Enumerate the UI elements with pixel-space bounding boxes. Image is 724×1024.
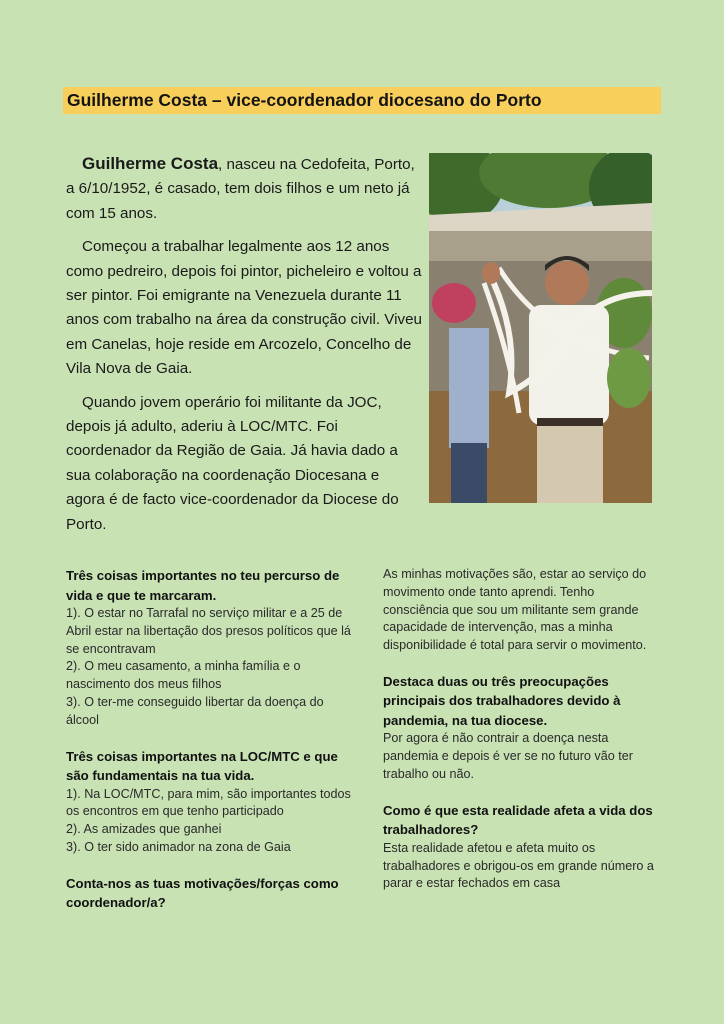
intro-paragraph-1 (66, 152, 422, 226)
intro-paragraph-3: Quando jovem operário foi militante da JOC, depois já adulto, aderiu à LOC/MTC. Foi coordenador da Região de Gaia. Já havia dado a sua colaboração na coordenação Diocesana e agora é de facto vice-coordenador da Diocese do Porto. (66, 393, 399, 533)
intro-paragraph-1-text: , nasceu na Cedofeita, Porto, a 6/10/1952, é casado, tem dois filhos e um neto já com 15 anos. (66, 156, 415, 222)
question-4: Destaca duas ou três preocupações principais dos trabalhadores devido à pandemia, na tua diocese. (383, 673, 621, 728)
portrait-photo (429, 153, 652, 503)
person-name: Guilherme Costa (82, 154, 219, 173)
question-1: Três coisas importantes no teu percurso de vida e que te marcaram. (66, 568, 340, 603)
answer-2-item-1: 1). Na LOC/MTC, para mim, são importantes todos os encontros em que tenho participado (66, 786, 351, 819)
answer-3: As minhas motivações são, estar ao serviço do movimento onde tanto aprendi. Tenho consciência que sou um militante sem grande capacidade de intervenção, mas a minha disponibilidade é total para servir o movimento. (383, 567, 647, 653)
question-2: Três coisas importantes na LOC/MTC e que são fundamentais na tua vida. (66, 748, 338, 784)
page-title: Guilherme Costa – vice-coordenador diocesano do Porto (63, 87, 661, 114)
answer-1-item-2: 2). O meu casamento, a minha família e o nascimento dos meus filhos (66, 659, 301, 692)
answer-1-item-1: 1). O estar no Tarrafal no serviço militar e a 25 de Abril estar na libertação dos presos políticos que lá se encontravam (66, 606, 351, 656)
right-column (383, 566, 661, 893)
answer-2-item-2: 2). As amizades que ganhei (66, 822, 222, 837)
intro-paragraph-2: Começou a trabalhar legalmente aos 12 anos como pedreiro, depois foi pintor, picheleiro e voltou a ser pintor. Foi emigrante na Venezuela durante 11 anos com trabalho na área da construção civil. Viveu em Canelas, hoje reside em Arcozelo, Concelho de Vila Nova de Gaia. (66, 238, 422, 378)
intro-text (66, 152, 422, 546)
question-5: Como é que esta realidade afeta a vida dos trabalhadores? (383, 802, 653, 838)
answer-4: Por agora é não contrair a doença nesta pandemia e depois é ver se no futuro vão ter trabalho ou não. (383, 731, 633, 782)
answer-2-item-3: 3). O ter sido animador na zona de Gaia (66, 839, 291, 854)
answer-1-item-3: 3). O ter-me conseguido libertar da doença do álcool (66, 694, 324, 727)
question-3: Conta-nos as tuas motivações/forças como coordenador/a? (66, 875, 339, 911)
answer-5: Esta realidade afetou e afeta muito os trabalhadores e obrigou-os em grande número a parar e estar fechados em casa (383, 840, 654, 891)
portrait-photo-illustration (429, 153, 652, 503)
left-column (66, 566, 351, 913)
